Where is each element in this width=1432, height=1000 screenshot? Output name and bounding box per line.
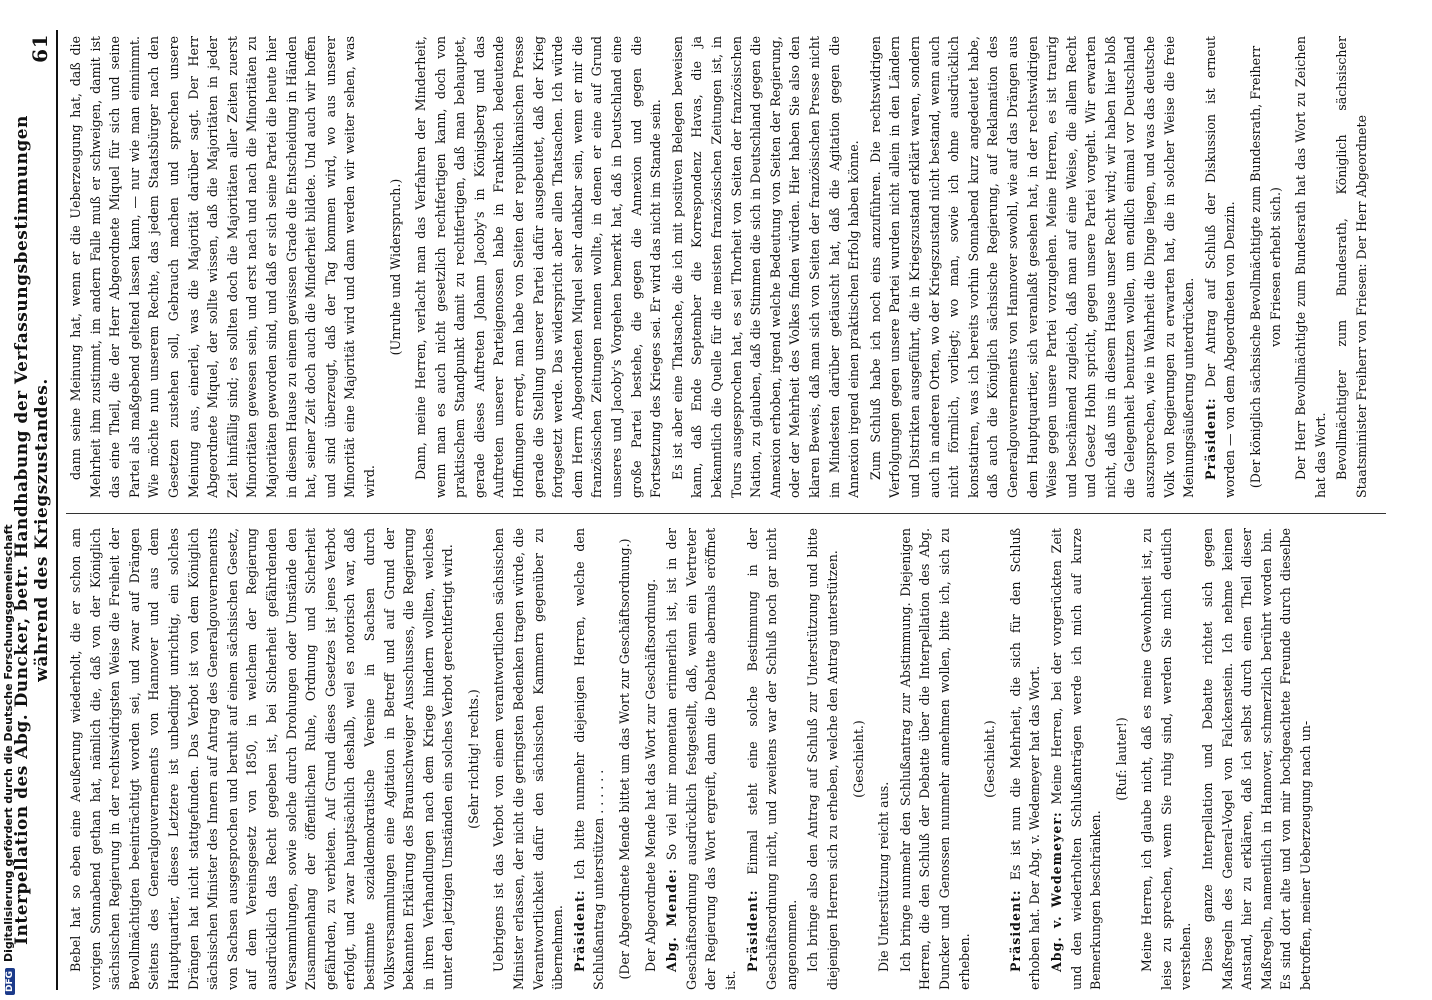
speech-paragraph [1201,36,1240,498]
body-paragraph: Ich bringe nunmehr den Schlußantrag zur Abstimmung. Diejenigen Herren, die den Schluß der Debatte über die Interpellation des Abg. Duncker und Genossen nunmehr annehmen wollen, bitte ich, sich zu erheben. [897,528,972,990]
body-paragraph: Dann, meine Herren, verlacht man das Verfahren der Minderheit, wenn man es auch nicht gesetzlich rechtfertigen kann, doch von praktischem Standpunkt damit zu rechtfertigen, daß man behauptet, gerade dieses Auftreten Johann Jacoby's in Königsberg und das Auftreten unserer Parteigenossen habe in Frankreich bedeutende Hoffnungen erregt, man habe von Seiten der republikanischen Presse gerade die Stellung unserer Partei dafür ausgebeutet, daß der Krieg fortgesetzt werde. Das widerspricht aber allen Thatsachen. Ich würde dem Herrn Abgeordneten Miquel sehr dankbar sein, wenn er mir die französischen Zeitungen nennen wollte, in denen er eine auf Grund unseres und Jacoby's Vorgehen bemerkt hat, daß in Deutschland eine große Partei bestehe, die gegen die Annexion und gegen die Fortsetzung des Krieges sei. Er wird das nicht im Stande sein. [413,36,664,498]
speaker-name: Abg. v. Wedemeyer: [1048,811,1064,972]
body-paragraph: Bevollmächtigter zum Bundesrath, Königlich sächsischer Staatsminister Freiherr von Friesen: Der Herr Abgeordnete [1334,36,1369,498]
body-paragraph: Die Unterstützung reicht aus. [876,781,892,972]
running-head: Interpellation des Abg. Duncker, betr. Handhabung der Verfassungsbestimmungen während des Kriegszustandes. [12,115,52,945]
speech-text: Einmal steht eine solche Bestimmung in der Geschäftsordnung nicht, und zweitens war der Schluß noch gar nicht angenommen. [744,528,799,990]
body-paragraph: Bebel hat so eben eine Aeußerung wiederholt, die er schon am vorigen Sonnabend gethan hat, nämlich die, daß von der Königlich sächsischen Regierung in der rechtswidrigsten Weise die Freiheit der Bevollmächtigten beeinträchtigt worden sei, und zwar auf Drängen Seitens des Generalgouvernements von Hannover und aus dem Hauptquartier, dieses Letztere ist unbedingt unrichtig, ein solches Drängen hat nicht stattgefunden. Das Verbot ist von dem Königlich sächsischen Minister des Innern auf Antrag des Generalgouvernements von Sachsen ausgesprochen und beruht auf einem sächsischen Gesetz, auf dem Vereinsgesetz von 1850, in welchem der Regierung ausdrücklich das Recht gegeben ist, bei Sicherheit gefährdenden Versammlungen, sowie solche durch Drohungen oder Umstände den Zusammenhang der öffentlichen Ruhe, Ordnung und Sicherheit gefährden, zu verbieten. Auf Grund dieses Gesetzes ist jenes Verbot erfolgt, und zwar hauptsächlich deshalb, weil es notorisch war, daß bestimmte sozialdemokratische Vereine in Sachsen durch Volksversammlungen eine Agitation in Betreff und auf Grund der bekannten Erklärung des Braunschweiger Ausschusses, die Regierung in ihren Verhandlungen nach dem Kriege hindern wollten, welches unter den jetzigen Umständen ein solches Verbot gerechtfertigt wird. [68,528,456,990]
stage-direction: (Ruf: lauter!) [1113,717,1129,801]
body-paragraph: dann seine Meinung hat, wenn er die Ueberzeugung hat, daß die Mehrheit ihm zustimmt, im andern Falle muß er schweigen, damit ist das eine Theil, die der Herr Abgeordnete Miquel für sich und seine Partei als maßgebend geltend lassen kann, — nur wie man einnimmt. Wie möchte nun unserem Rechte, das jedem Staatsbürger nach den Gesetzen zustehen soll, Gebrauch machen und sprechen unsere Meinung aus, einerlei, was die Majorität darüber sagt. Der Herr Abgeordnete Miquel, der sollte wissen, daß die Majoritäten in jeder Zeit hinfällig sind; es sollten doch die Majoritäten aller Zeiten zuerst Minoritäten gewesen sein, und erst nach und nach die Minoritäten zu Majoritäten geworden sind, und daß er sich seine Partei die heute hier in diesem Hause zu einem gewissen Grade die Entscheidung in Händen hat, seiner Zeit doch auch die Minderheit bildete. Und auch wir hoffen und sind überzeugt, daß der Tag kommen wird, wo aus unserer Minorität eine Majorität wird und dann werden wir weiter sehen, was wird. [68,36,377,498]
body-paragraph: Meine Herren, ich glaube nicht, daß es meine Gewohnheit ist, zu leise zu sprechen, wenn Sie ruhig sind, werden Sie mich deutlich verstehen. [1139,528,1194,990]
speech-paragraph [743,528,802,990]
dfg-logo-icon: DFG [5,968,15,995]
columns [66,30,1386,990]
body-paragraph: Zum Schluß habe ich noch eins anzuführen. Die rechtswidrigen Verfolgungen gegen unsere Partei wurden nicht allein in den Ländern und Distrikten ausgeführt, die in Kriegszustand erklärt waren, sondern auch in anderen Orten, wo der Kriegszustand nicht bestand, wenn auch nicht förmlich, vorliegt; wo man, sowie ich ohne ausdrücklich konstatiren, was ich bereits vorhin Sonnabend kurz angedeutet habe, daß auch die Königlich sächsische Regierung, auf Reklamation des Generalgouvernements von Hannover sowohl, wie auf das Drängen aus dem Hauptquartier, sich veranlaßt gesehen hat, in der rechtswidrigen Weise gegen unsere Partei vorzugehen. Meine Herren, es ist traurig und beschämend zugleich, daß man auf eine Weise, die allem Recht und Gesetz Hohn spricht, gegen unsere Partei vorgeht. Wir erwarten nicht, daß uns in diesem Hause unser Recht wird; wir haben hier bloß die Gelegenheit benutzen wollen, um endlich einmal vor Deutschland auszusprechen, wie in Wahrheit die Dinge liegen, und was das deutsche Volk von Regierungen zu erwarten hat, die in solcher Weise die freie Meinungsäußerung unterdrücken. [867,36,1197,498]
stage-direction: (Geschieht.) [982,720,998,798]
body-paragraph: Uebrigens ist das Verbot von einem verantwortlichen sächsischen Minister erlassen, der nicht die geringsten Bedenken tragen würde, die Verantwortlichkeit dafür den sächsischen Kammern gegenüber zu übernehmen. [491,528,566,990]
stage-direction: (Geschieht.) [850,720,866,798]
speech-text: Der Antrag auf Schluß der Diskussion ist erneut worden — von dem Abgeordneten von Denzin. [1202,36,1238,498]
body-paragraph: Ich bringe also den Antrag auf Schluß zur Unterstützung und bitte diejenigen Herren sich zu erheben, welche den Antrag unterstützen. [805,528,840,990]
speaker-name: Abg. Mende: [664,868,680,972]
left-text-column [66,528,1386,990]
sheet [12,30,1398,990]
column-divider [66,513,1386,514]
stage-direction: (Der Abgeordnete Mende bittet um das Wort zur Geschäftsordnung.) [617,538,633,980]
page-number: 61 [28,34,52,63]
stage-direction: (Sehr richtig! rechts.) [465,689,481,829]
speech-paragraph [1006,528,1045,990]
right-text-column [66,36,1386,498]
body-paragraph: Der Herr Bevollmächtigte zum Bundesrath hat das Wort zu Zeichen hat das Wort. [1293,36,1328,498]
speaker-name: Präsident: [571,889,587,972]
speech-text: So viel mir momentan erinnerlich ist, ist in der Geschäftsordnung ausdrücklich festgestellt, daß, wenn ein Vertreter der Regierung das Wort ergreift, dann die Debatte abermals eröffnet ist. [664,528,738,990]
speech-paragraph [1047,528,1106,990]
speaker-name: Präsident: [1007,889,1023,972]
speech-text: Meine Herren, bei der vorgerückten Zeit und den wiederholten Schlußanträgen werde ich mich auf kurze Bemerkungen beschränken. [1048,528,1104,990]
stage-direction: (Der königlich sächsische Bevollmächtigte zum Bundesrath, Freiherr von Friesen erhebt sich.) [1248,45,1283,489]
speech-paragraph [662,528,740,990]
body-paragraph: Diese ganze Interpellation und Debatte richtet sich gegen Maßregeln des General-Vogel von Falckenstein. Ich nehme keinen Anstand, hier zu erklären, daß ich selbst durch einen Theil dieser Maßregeln, namentlich in Hannover, schmerzlich berührt worden bin. Es sind dort alte und von mir hochgeachtete Freunde durch dieselbe betroffen, meiner Ueberzeugung nach un- [1200,528,1314,990]
speaker-name: Präsident: [744,889,760,972]
body-paragraph: Es ist aber eine Thatsache, die ich mit positiven Belegen beweisen kann, daß Ende September die Korrespondenz Havas, die ja bekanntlich die Quelle für die meisten französischen Zeitungen ist, in Tours ausgesprochen hat, es sei Thorheit von Seiten der französischen Nation, zu glauben, daß die Stimmen die sich in Deutschland gegen die Annexion erhoben, irgend welche Bedeutung von Seiten der Regierung, oder der Mehrheit des Volkes finden würden. Hier haben Sie also den klaren Beweis, daß man sich von Seiten der französischen Presse nicht im Mindesten darüber getäuscht hat, daß die Agitation gegen die Annexion irgend einen praktischen Erfolg haben könne. [669,36,862,498]
speech-paragraph [570,528,609,990]
page-header [12,30,58,990]
rotated-page-content [12,30,1398,990]
speech-text: Ich bitte nunmehr diejenigen Herren, welche den Schlußantrag unterstützen . . . . . . [571,528,607,990]
stage-direction: (Unruhe und Widerspruch.) [387,178,403,356]
credit-text: Digitalisierung gefördert durch die Deutsche Forschungsgemeinschaft [2,524,15,962]
speech-text: Es ist nun die Mehrheit, die sich für den Schluß erhoben hat. Der Abg. v. Wedemeyer hat das Wort. [1007,528,1043,990]
speaker-name: Präsident: [1202,397,1218,480]
body-paragraph: Der Abgeordnete Mende hat das Wort zur Geschäftsordnung. [642,578,658,972]
